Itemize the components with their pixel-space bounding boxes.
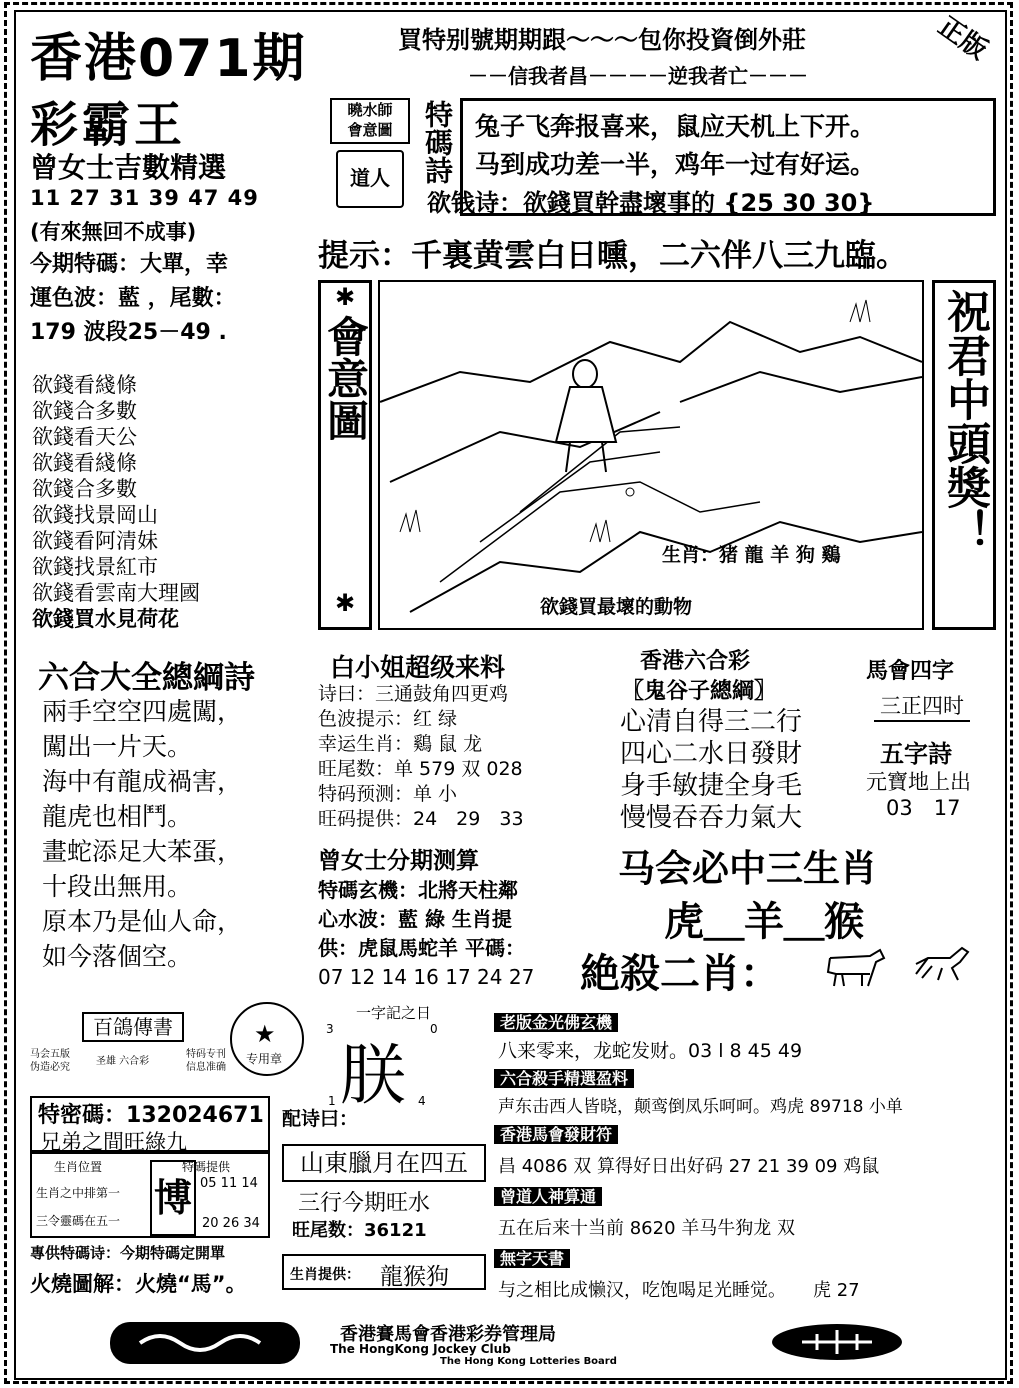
left-note: (有來無回不成事) bbox=[30, 220, 197, 244]
poem-line: 如今落個空。 bbox=[42, 942, 193, 971]
footer-cn: 香港賽馬會香港彩券管理局 bbox=[340, 1324, 556, 1345]
secret-label: 特密碼： bbox=[38, 1103, 127, 1128]
header-slogan: 買特别號期期跟～～～包你投資倒外莊 bbox=[398, 26, 806, 54]
poem-line-box: 山東臘月在四五 bbox=[282, 1144, 486, 1182]
fire-line: 火燒圖解：火燒“馬”。 bbox=[30, 1272, 247, 1296]
white-lady-line: 旺尾数：单 579 双 028 bbox=[318, 758, 523, 780]
poem-line: 十段出無用。 bbox=[42, 872, 193, 901]
giver-box: 生肖提供： 龍猴狗 bbox=[282, 1254, 486, 1290]
corner-num: 1 bbox=[328, 1094, 336, 1108]
list-item: 無字天書 与之相比成懒汉，吃饱喝足光睡觉。 虎 27 bbox=[494, 1246, 1000, 1302]
list-item: 欲錢找景岡山 bbox=[32, 503, 158, 527]
list-item: 欲錢看雲南大理國 bbox=[32, 581, 200, 605]
ghost-line: 身手敏捷全身毛 bbox=[620, 771, 803, 801]
poem-line: 闖出一片天。 bbox=[42, 732, 193, 761]
special-line: 運色波：藍 ，尾數： bbox=[30, 286, 236, 311]
zeng-line: 供：虎鼠馬蛇羊 平碼： bbox=[318, 936, 525, 960]
zeng-body bbox=[318, 876, 534, 992]
footer-en1: The HongKong Jockey Club bbox=[330, 1342, 511, 1356]
ghost-sub: 〖鬼谷子總綱〗 bbox=[622, 679, 777, 704]
jockey-club-logo bbox=[110, 1322, 300, 1364]
seal-label-top: 曉水師 會意圖 bbox=[330, 98, 410, 144]
special-poem-line: 專供特碼诗：今期特碼定開單 bbox=[30, 1244, 226, 1262]
zeng-line: 心水波：藍 綠 生肖提 bbox=[318, 907, 512, 931]
ghost-line: 慢慢吞吞力氣大 bbox=[620, 803, 803, 833]
brand-title: 彩霸王 bbox=[30, 97, 187, 153]
lotteries-logo bbox=[772, 1324, 902, 1360]
white-lady-line: 色波提示：红 绿 bbox=[318, 708, 458, 730]
right-banner: 祝君中頭獎！ bbox=[932, 280, 996, 630]
special-line: 今期特碼：大單，幸 bbox=[30, 252, 229, 277]
list-item: 欲錢找景紅市 bbox=[32, 555, 158, 579]
big-char: 朕 bbox=[340, 1037, 406, 1114]
small-note-right: 特码专刊 信息准确 bbox=[186, 1049, 226, 1073]
round-seal: ★ 专用章 bbox=[230, 1002, 304, 1076]
genuine-stamp: 正版 bbox=[932, 11, 993, 66]
list-item: 欲錢合多數 bbox=[32, 477, 137, 501]
poem-label-small: 配诗曰： bbox=[282, 1108, 359, 1130]
small-note-mid: 圣雄 六合彩 bbox=[96, 1056, 150, 1067]
list-item: 香港馬會發財符 昌 4086 双 算得好日出好码 27 21 39 09 鸡鼠 bbox=[494, 1122, 1000, 1184]
secret-box bbox=[30, 1096, 270, 1152]
left-heading: 曾女士吉數精選 bbox=[30, 151, 227, 184]
ghost-body bbox=[620, 706, 802, 834]
corner-num: 4 bbox=[418, 1094, 426, 1108]
horse-icon bbox=[912, 944, 972, 988]
horse-title: 馬會四字 bbox=[866, 659, 955, 684]
five-title: 五字詩 bbox=[880, 740, 952, 768]
corner-num: 3 bbox=[326, 1022, 334, 1036]
kill-label: 絶殺二肖： bbox=[580, 951, 780, 997]
tip-label: 提示： bbox=[318, 238, 411, 274]
list-item: 欲錢看綫條 bbox=[32, 373, 137, 397]
list-item: 欲錢看阿清妹 bbox=[32, 529, 158, 553]
ghost-line: 四心二水日發財 bbox=[620, 739, 803, 769]
secret-code: 132024671 bbox=[126, 1103, 264, 1128]
illustration bbox=[378, 280, 924, 630]
picture-zodiac: 生肖：猪 龍 羊 狗 鷄 bbox=[662, 544, 841, 566]
three-animals: 虎＿羊＿猴 bbox=[664, 899, 864, 945]
lucky-numbers: 11 27 31 39 47 49 bbox=[30, 186, 259, 210]
five-poem: 元寶地上出 bbox=[866, 770, 971, 794]
horse-four: 三正四时 bbox=[874, 690, 970, 722]
ghost-line: 心清自得三二行 bbox=[620, 707, 803, 737]
list-item: 欲錢看綫條 bbox=[32, 451, 137, 475]
issue-title: 香港071期 bbox=[30, 29, 307, 89]
footer-en2: The Hong Kong Lotteries Board bbox=[440, 1356, 617, 1367]
white-lady-body bbox=[318, 682, 524, 832]
char-title: 一字記之日 bbox=[356, 1004, 432, 1022]
white-lady-title: 白小姐超级来料 bbox=[330, 653, 506, 682]
special-line: 179 波段25－49 . bbox=[30, 320, 227, 345]
cow-icon bbox=[822, 944, 888, 992]
list-item: 欲錢看天公 bbox=[32, 425, 137, 449]
five-nums: 03 17 bbox=[886, 796, 961, 820]
ghost-title: 香港六合彩 bbox=[640, 649, 751, 674]
special-block bbox=[30, 248, 236, 350]
poem-line: 兩手空空四處闖， bbox=[42, 697, 243, 726]
picture-caption: 欲錢買最壞的動物 bbox=[540, 596, 693, 618]
poem-line: 海中有龍成禍害， bbox=[42, 767, 243, 796]
zeng-line: 07 12 14 16 17 24 27 bbox=[318, 965, 535, 989]
list-item: 老版金光佛玄機 八来零来，龙蛇发财。03 l 8 45 49 bbox=[494, 1010, 1000, 1066]
list-item: 曾道人神算通 五在后来十当前 8620 羊马牛狗龙 双 bbox=[494, 1184, 1000, 1246]
list-item: 六合殺手精選盈料 声东击西人皆晓，颠鸾倒凤乐呵呵。鸡虎 89718 小单 bbox=[494, 1066, 1000, 1122]
poem-line-2: 三行今期旺水 bbox=[298, 1191, 431, 1216]
poem-line: 畫蛇添足大苯蛋， bbox=[42, 837, 243, 866]
white-lady-line: 诗曰：三通鼓角四更鸡 bbox=[318, 683, 509, 705]
poem-label: 特碼詩 bbox=[421, 100, 454, 184]
money-list bbox=[32, 372, 200, 632]
seal-daoren: 道人 bbox=[336, 150, 404, 208]
corner-num: 0 bbox=[430, 1022, 438, 1036]
landscape-illustration bbox=[380, 282, 922, 628]
brother-line: 兄弟之間旺綠九 bbox=[40, 1130, 187, 1154]
zeng-line: 特碼玄機：北將天柱鄰 bbox=[318, 878, 518, 902]
small-note-left: 马会五版 伪造必究 bbox=[30, 1049, 70, 1073]
tail-nums: 旺尾数：36121 bbox=[292, 1220, 427, 1241]
poem-line: 马到成功差一半，鸡年一过有好运。 bbox=[475, 150, 876, 179]
poem-big-title: 六合大全總綱詩 bbox=[38, 660, 255, 696]
left-banner: ✱ 會意圖 ✱ bbox=[318, 280, 372, 630]
white-lady-line: 特码预测：单 小 bbox=[318, 783, 458, 805]
poem-line: 龍虎也相鬥。 bbox=[42, 802, 193, 831]
poem-big-body bbox=[42, 694, 242, 974]
white-lady-line: 旺码提供：24 29 33 bbox=[318, 808, 524, 830]
poem-line: 兔子飞奔报喜来，鼠应天机上下开。 bbox=[475, 112, 876, 141]
position-table: 生肖位置 特碼提供 生肖之中排第一 三令靈碼在五一 博 05 11 14 20 26 34 bbox=[30, 1152, 270, 1238]
list-item: 欲錢合多數 bbox=[32, 399, 137, 423]
three-title: 马会必中三生肖 bbox=[618, 847, 877, 890]
white-lady-line: 幸运生肖：鷄 鼠 龙 bbox=[318, 733, 483, 755]
tip-line bbox=[318, 230, 907, 275]
header-slogan2: －－信我者昌－－－－逆我者亡－－－ bbox=[468, 64, 808, 88]
seal-pigeon: 百鴿傳書 bbox=[82, 1012, 184, 1042]
zeng-title: 曾女士分期测算 bbox=[318, 848, 479, 874]
list-item: 欲錢買水見荷花 bbox=[32, 607, 179, 631]
right-list bbox=[494, 1010, 1000, 1302]
tip-text: 千裏黄雲白日曛，二六伴八三九臨。 bbox=[411, 238, 907, 274]
poem-line: 原本乃是仙人命， bbox=[42, 907, 243, 936]
money-poem: 欲钱诗：欲錢買幹盡壞事的 {25 30 30} bbox=[427, 189, 875, 217]
